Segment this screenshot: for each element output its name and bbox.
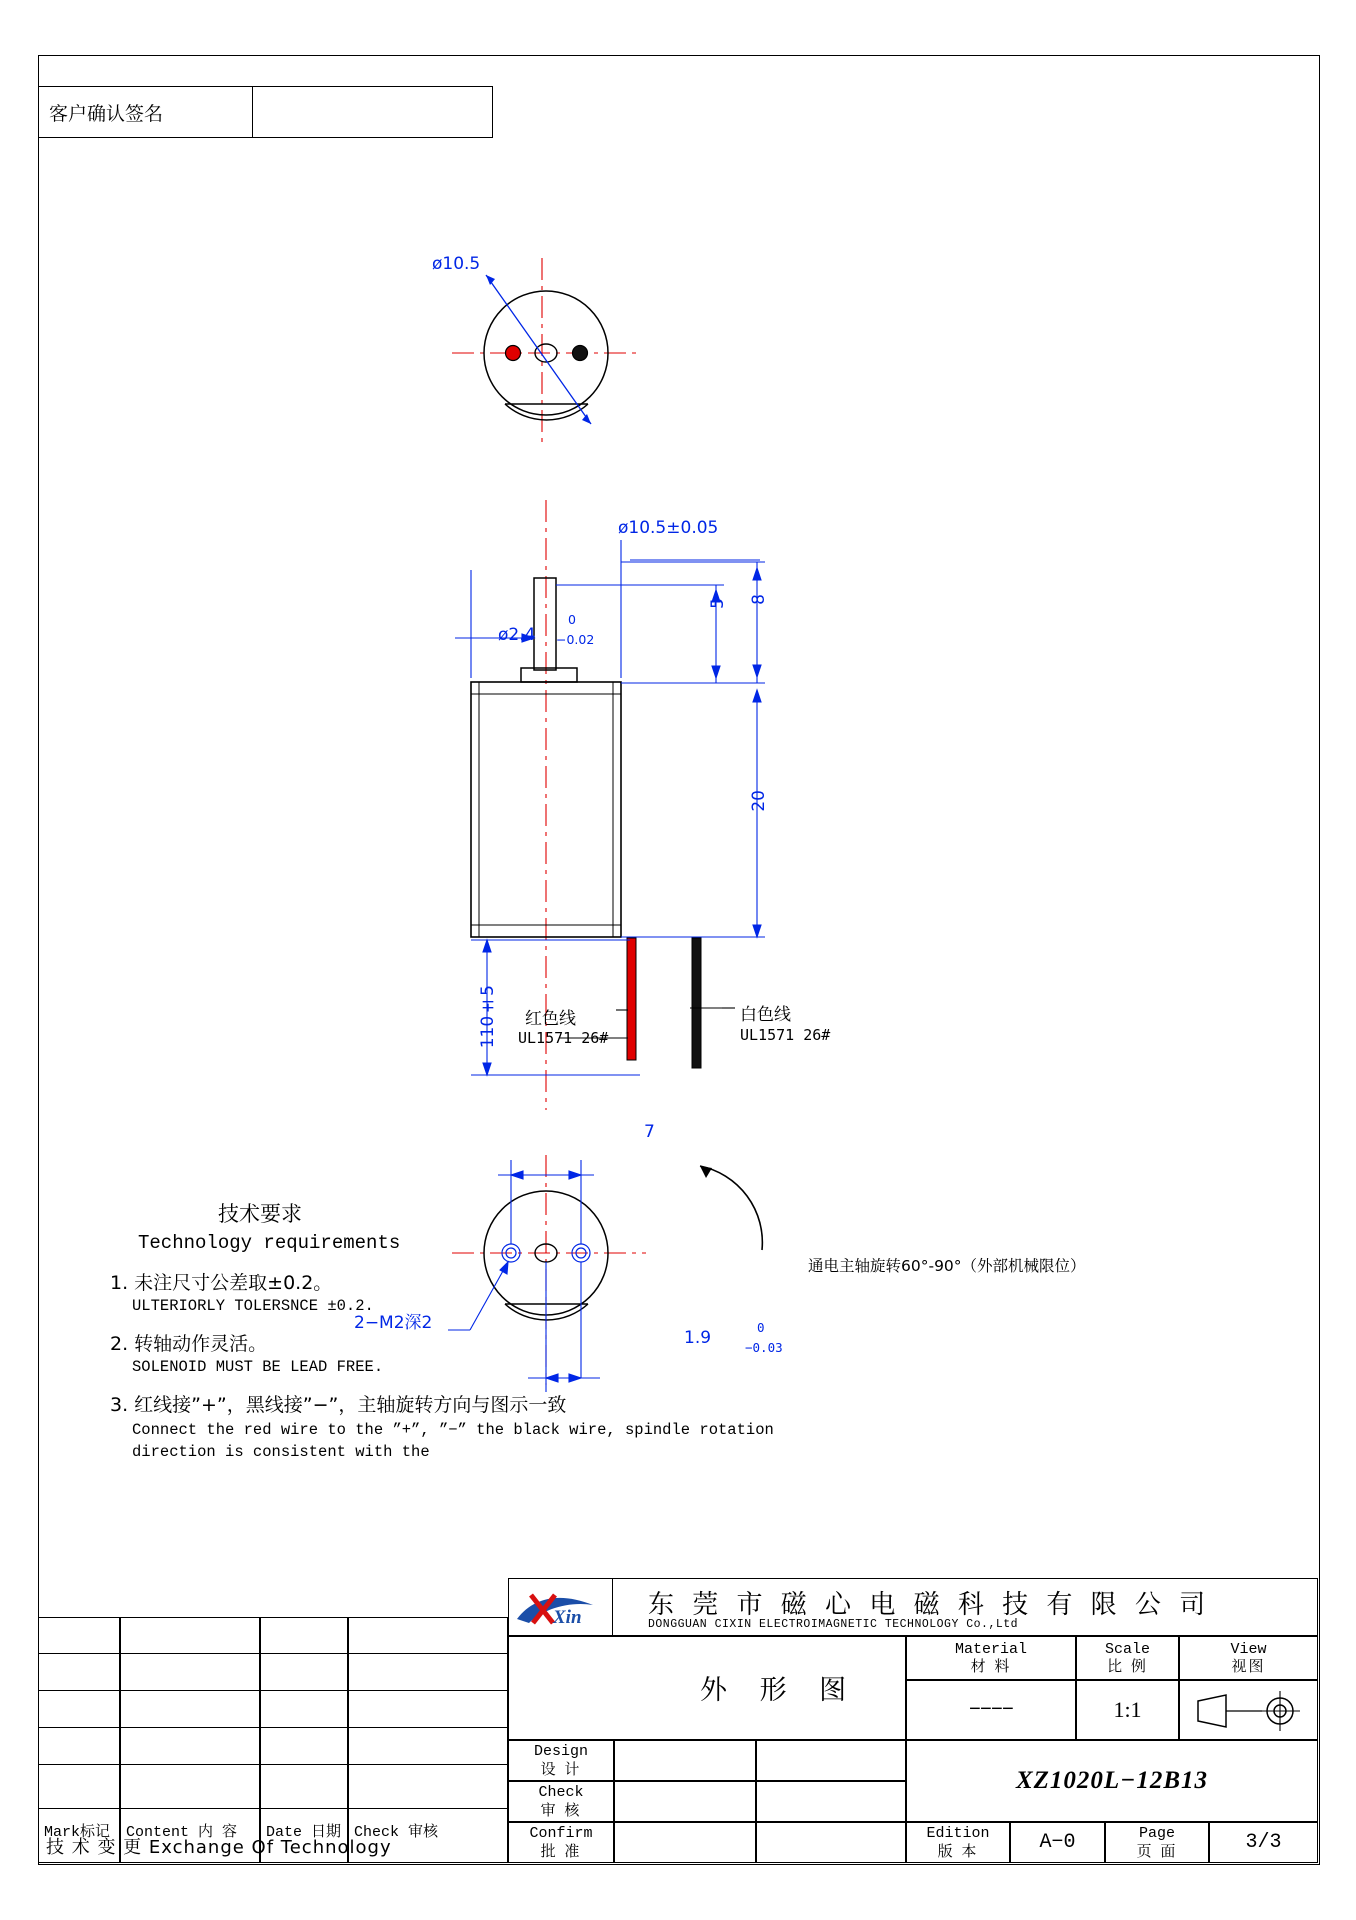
scale-label-en: Scale (1104, 1640, 1150, 1658)
company-name-cn: 东 莞 市 磁 心 电 磁 科 技 有 限 公 司 (648, 1590, 1211, 1620)
view-label-group (1180, 1637, 1317, 1679)
top-view-diameter-dim: ø10.5 (432, 254, 481, 274)
check-label-en: Check (538, 1784, 584, 1802)
material-label-en: Material (954, 1640, 1027, 1658)
design-label-cn: 设 计 (540, 1759, 582, 1778)
check-label-group (509, 1782, 613, 1821)
check-label-cn: 审 核 (540, 1800, 582, 1819)
edition-label-group (907, 1823, 1009, 1862)
rev-row-5 (38, 1765, 508, 1809)
check-value-cell (614, 1781, 756, 1822)
side-view-body-diameter-dim: ø10.5±0.05 (618, 518, 719, 538)
material-label-cell (906, 1636, 1076, 1680)
scale-label-group (1077, 1637, 1178, 1679)
scale-value-cell (1076, 1680, 1179, 1740)
rotation-note: 通电主轴旋转60°-90°（外部机械限位） (808, 1257, 1086, 1275)
tech-item-2-cn: 2. 转轴动作灵活。 (110, 1333, 268, 1355)
page-label-cn: 页 面 (1136, 1841, 1178, 1860)
dim-1-9: 1.9 (684, 1328, 712, 1348)
wire-white-spec: UL1571 26# (740, 1026, 831, 1044)
thread-note: 2−M2深2 (354, 1313, 433, 1333)
scale-label-cn: 比 例 (1107, 1657, 1148, 1675)
wire-white-label: 白色线 (740, 1005, 791, 1025)
confirm-label-group (509, 1823, 613, 1862)
dim-8: 8 (749, 594, 769, 605)
tech-item-3-cn: 3. 红线接”+”，黑线接”−”，主轴旋转方向与图示一致 (110, 1394, 567, 1416)
logo-text: Xin (553, 1607, 582, 1628)
wire-red-spec: UL1571 26# (518, 1029, 609, 1047)
rev-header-check: Check 审核 (354, 1824, 439, 1841)
rev-row-4 (38, 1728, 508, 1765)
tech-title-en: Technology requirements (138, 1232, 401, 1254)
design-value-cell (614, 1740, 756, 1781)
design-label-cell (508, 1740, 614, 1781)
rev-header-mark: Mark标记 (44, 1824, 111, 1841)
confirm-label-cell (508, 1822, 614, 1863)
projection-symbol-icon (1180, 1681, 1319, 1741)
rev-row-2 (38, 1654, 508, 1691)
check-extra-cell (756, 1781, 906, 1822)
dim-7: 7 (644, 1122, 655, 1142)
rev-footer-note: 技 术 变 更 Exchange Of Technology (46, 1837, 392, 1858)
dim-wire-length: 110±5 (478, 985, 498, 1049)
material-value: −−−− (968, 1698, 1013, 1722)
logo-cell (508, 1578, 613, 1636)
shaft-tol-lower: −0.02 (556, 632, 595, 647)
tech-item-1-en: ULTERIORLY TOLERSNCE ±0.2. (132, 1297, 374, 1315)
rev-header-content: Content 内 容 (126, 1824, 238, 1841)
tech-item-1-cn: 1. 未注尺寸公差取±0.2。 (110, 1272, 333, 1294)
shaft-tol-upper: 0 (568, 612, 576, 627)
page-label-group (1106, 1823, 1208, 1862)
confirm-label-en: Confirm (529, 1825, 593, 1843)
dim-1-9-tol-upper: 0 (757, 1320, 765, 1335)
edition-label-cell (906, 1822, 1010, 1863)
scale-label-cell (1076, 1636, 1179, 1680)
confirm-extra-cell (756, 1822, 906, 1863)
rev-row-1 (38, 1617, 508, 1654)
dim-1-9-tol-lower: −0.03 (745, 1340, 783, 1355)
material-label-group (907, 1637, 1075, 1679)
shaft-diameter-dim: ø2.4 (498, 625, 536, 645)
view-label-cn: 视图 (1231, 1657, 1266, 1675)
dim-20: 20 (749, 790, 769, 812)
view-label-cell (1179, 1636, 1318, 1680)
part-number-cell (906, 1740, 1318, 1822)
view-label-en: View (1230, 1640, 1267, 1658)
dim-5: 5 (708, 598, 728, 609)
tech-title-cn: 技术要求 (218, 1202, 302, 1226)
confirm-value-cell (614, 1822, 756, 1863)
page-value: 3/3 (1245, 1831, 1282, 1854)
confirm-label-cn: 批 准 (540, 1841, 582, 1860)
wire-red-label: 红色线 (525, 1009, 576, 1029)
view-symbol-cell (1179, 1680, 1318, 1740)
scale-value: 1:1 (1113, 1697, 1142, 1722)
rev-header-date: Date 日期 (266, 1824, 342, 1841)
company-name-en: DONGGUAN CIXIN ELECTROIMAGNETIC TECHNOLOGY Co.,Ltd (648, 1618, 1019, 1631)
drawing-title: 外 形 图 (700, 1675, 859, 1706)
rev-row-3 (38, 1691, 508, 1728)
design-extra-cell (756, 1740, 906, 1781)
page-label-cell (1105, 1822, 1209, 1863)
edition-value: A−0 (1039, 1831, 1076, 1854)
tech-item-3-en: Connect the red wire to the ”+”, ”−” the black wire, spindle rotation direction is consistent with the (132, 1421, 774, 1462)
page-value-cell (1209, 1822, 1318, 1863)
check-label-cell (508, 1781, 614, 1822)
edition-label-en: Edition (926, 1825, 990, 1843)
tech-item-2-en: SOLENOID MUST BE LEAD FREE. (132, 1358, 384, 1376)
edition-value-cell (1010, 1822, 1105, 1863)
customer-signature-label: 客户确认签名 (49, 103, 164, 125)
design-label-en: Design (533, 1743, 588, 1761)
part-number: XZ1020L−12B13 (1015, 1767, 1209, 1794)
design-label-group (509, 1741, 613, 1780)
material-value-cell (906, 1680, 1076, 1740)
page-label-en: Page (1138, 1825, 1175, 1843)
edition-label-cn: 版 本 (937, 1841, 979, 1860)
material-label-cn: 材 料 (970, 1657, 1012, 1675)
